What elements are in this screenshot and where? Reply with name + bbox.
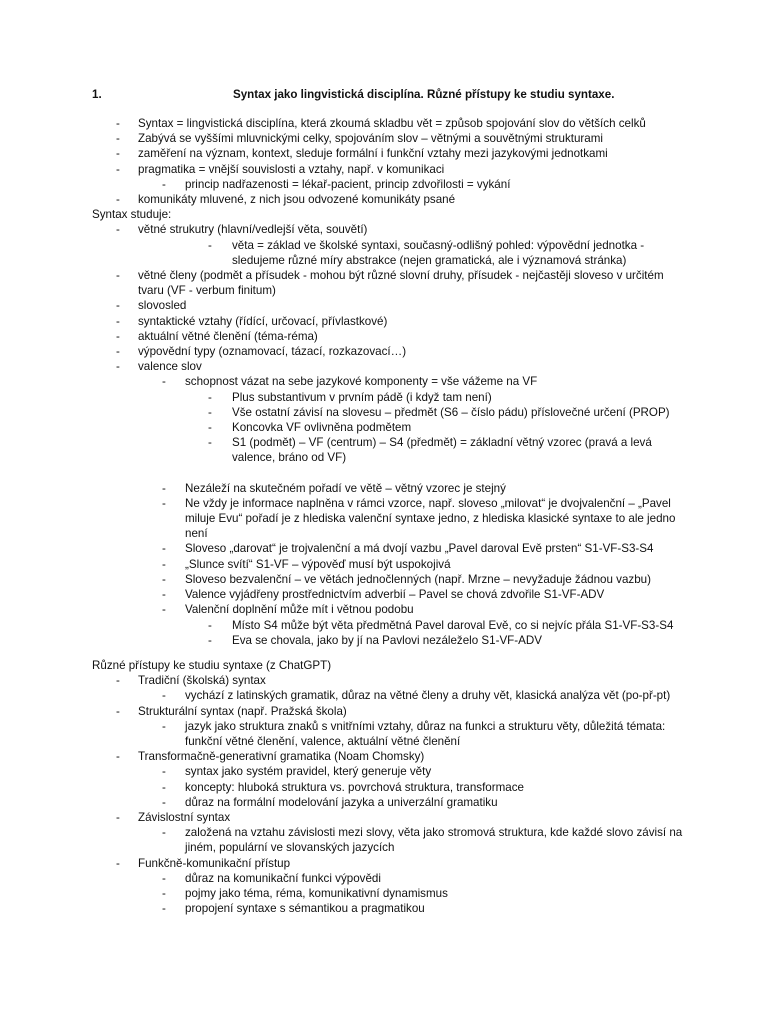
list-item — [92, 764, 692, 779]
list-item — [92, 314, 692, 329]
spacer — [92, 648, 692, 658]
list-item-text: založená na vztahu závislosti mezi slovy, věta jako stromová struktura, kde každé slovo závisí na jiném, populární ve slovanských jazycích — [185, 826, 683, 855]
list-item — [92, 719, 692, 749]
list-item-text: Závislostní syntax — [138, 810, 231, 824]
list-item — [92, 162, 692, 177]
dash-bullet: - — [208, 421, 212, 435]
list-item-text: pragmatika = vnější souvislosti a vztahy, např. v komunikaci — [138, 162, 445, 176]
dash-bullet: - — [208, 390, 212, 404]
list-item — [92, 704, 692, 719]
list-item-text: Vše ostatní závisí na slovesu – předmět (S6 – číslo pádu) příslovečné určení (PROP) — [232, 405, 670, 419]
list-item — [92, 871, 692, 886]
list-item — [92, 673, 692, 688]
list-item-text: jazyk jako struktura znaků s vnitřními vztahy, důraz na funkci a strukturu věty, důležitá témata: funkční větné členění, valence, aktuální větné členění — [185, 719, 666, 748]
list-item-text: valence slov — [138, 360, 202, 374]
list-item — [92, 481, 692, 496]
list-item-text: Koncovka VF ovlivněna podmětem — [232, 421, 412, 435]
list-item — [92, 688, 692, 703]
list-item-text: komunikáty mluvené, z nich jsou odvozené komunikáty psané — [138, 193, 456, 207]
list-item-text: Strukturální syntax (např. Pražská škola) — [138, 704, 347, 718]
list-item-text: vychází z latinských gramatik, důraz na větné členy a druhy vět, klasická analýza vět (po-př-pt) — [185, 689, 671, 703]
list-item-text: Plus substantivum v prvním pádě (i když tam není) — [232, 390, 492, 404]
list-item-text: zaměření na význam, kontext, sleduje formální i funkční vztahy mezi jazykovými jednotkami — [138, 147, 608, 161]
list-item-text: větné členy (podmět a přísudek - mohou být různé slovní druhy, přísudek - nejčastěji sloveso v určitém tvaru (VF - verbum finitum) — [138, 269, 664, 298]
list-item — [92, 298, 692, 313]
list-item — [92, 749, 692, 764]
list-item — [92, 420, 692, 435]
dash-bullet: - — [162, 557, 166, 571]
list-item-text: Ne vždy je informace naplněna v rámci vzorce, např. sloveso „milovat“ je dvojvalenční – „Pavel miluje Evu“ pořadí je z hlediska valenční syntaxe jedno, z hlediska klasické syntaxe to ale jedno není — [185, 496, 676, 541]
dash-bullet: - — [162, 375, 166, 389]
question-number: 1. — [92, 88, 102, 101]
section-label: Syntax studuje: — [92, 208, 172, 222]
list-item-text: slovosled — [138, 299, 187, 313]
list-item — [92, 618, 692, 633]
list-item — [92, 390, 692, 405]
dash-bullet: - — [208, 436, 212, 450]
list-item-text: aktuální větné členění (téma-réma) — [138, 329, 318, 343]
dash-bullet: - — [116, 132, 120, 146]
list-item — [92, 810, 692, 825]
list-item — [92, 344, 692, 359]
question-heading — [92, 87, 676, 103]
dash-bullet: - — [116, 299, 120, 313]
list-item-text: propojení syntaxe s sémantikou a pragmatikou — [185, 902, 425, 916]
question-title: Syntax jako lingvistická disciplína. Různé přístupy ke studiu syntaxe. — [233, 88, 615, 101]
list-item — [92, 825, 692, 855]
list-item-text: koncepty: hluboká struktura vs. povrchová struktura, transformace — [185, 780, 524, 794]
list-item-text: důraz na formální modelování jazyka a univerzální gramatiku — [185, 795, 498, 809]
document-body — [92, 116, 692, 916]
list-item-text: důraz na komunikační funkci výpovědi — [185, 871, 381, 885]
dash-bullet: - — [162, 689, 166, 703]
list-item — [92, 374, 692, 389]
list-item-text: syntax jako systém pravidel, který generuje věty — [185, 765, 432, 779]
list-item-text: věta = základ ve školské syntaxi, současný-odlišný pohled: výpovědní jednotka - sledujeme různé míry abstrakce (nejen gramatická, ale i významová stránka) — [232, 238, 645, 267]
list-item — [92, 359, 692, 374]
list-item — [92, 116, 692, 131]
dash-bullet: - — [116, 810, 120, 824]
list-item — [92, 146, 692, 161]
list-item — [92, 131, 692, 146]
dash-bullet: - — [162, 780, 166, 794]
dash-bullet: - — [162, 603, 166, 617]
dash-bullet: - — [116, 329, 120, 343]
list-item-text: Zabývá se vyššími mluvnickými celky, spojováním slov – větnými a souvětnými strukturami — [138, 132, 603, 146]
list-item — [92, 795, 692, 810]
list-item — [92, 587, 692, 602]
dash-bullet: - — [116, 360, 120, 374]
list-item-text: Sloveso „darovat“ je trojvalenční a má dvojí vazbu „Pavel daroval Evě prsten“ S1-VF-S3-S4 — [185, 542, 654, 556]
dash-bullet: - — [162, 871, 166, 885]
dash-bullet: - — [162, 588, 166, 602]
dash-bullet: - — [208, 633, 212, 647]
dash-bullet: - — [208, 618, 212, 632]
list-item-text: princip nadřazenosti = lékař-pacient, princip zdvořilosti = vykání — [185, 177, 511, 191]
dash-bullet: - — [162, 177, 166, 191]
list-item-text: větné strukutry (hlavní/vedlejší věta, souvětí) — [138, 223, 368, 237]
list-item — [92, 901, 692, 916]
list-item — [92, 192, 692, 207]
list-item — [92, 541, 692, 556]
dash-bullet: - — [116, 162, 120, 176]
list-item — [92, 329, 692, 344]
list-item — [92, 856, 692, 871]
list-item-text: Valence vyjádřeny prostřednictvím adverbií – Pavel se chová zdvořile S1-VF-ADV — [185, 588, 605, 602]
dash-bullet: - — [208, 405, 212, 419]
list-item-text: S1 (podmět) – VF (centrum) – S4 (předmět) = základní větný vzorec (pravá a levá valence, bráno od VF) — [232, 436, 652, 465]
dash-bullet: - — [116, 674, 120, 688]
list-item-text: Syntax = lingvistická disciplína, která zkoumá skladbu vět = způsob spojování slov do větších celků — [138, 117, 646, 130]
dash-bullet: - — [162, 572, 166, 586]
dash-bullet: - — [162, 542, 166, 556]
dash-bullet: - — [208, 238, 212, 252]
list-item — [92, 572, 692, 587]
list-item — [92, 435, 692, 465]
dash-bullet: - — [116, 147, 120, 161]
dash-bullet: - — [116, 750, 120, 764]
list-item-text: Valenční doplnění může mít i větnou podobu — [185, 603, 414, 617]
dash-bullet: - — [116, 314, 120, 328]
dash-bullet: - — [162, 765, 166, 779]
dash-bullet: - — [116, 345, 120, 359]
list-item — [92, 557, 692, 572]
list-item-text: Sloveso bezvalenční – ve větách jednočlenných (např. Mrzne – nevyžaduje žádnou vazbu) — [185, 572, 651, 586]
dash-bullet: - — [162, 795, 166, 809]
list-item — [92, 602, 692, 617]
list-item-text: Tradiční (školská) syntax — [138, 674, 266, 688]
list-item-text: Nezáleží na skutečném pořadí ve větě – větný vzorec je stejný — [185, 481, 506, 495]
spacer — [92, 466, 692, 481]
list-item — [92, 222, 692, 237]
list-item — [92, 177, 692, 192]
dash-bullet: - — [116, 704, 120, 718]
dash-bullet: - — [162, 902, 166, 916]
dash-bullet: - — [162, 826, 166, 840]
list-item — [92, 238, 692, 268]
section-label: Různé přístupy ke studiu syntaxe (z ChatGPT) — [92, 658, 332, 672]
list-item — [92, 268, 692, 298]
list-item — [92, 886, 692, 901]
dash-bullet: - — [116, 223, 120, 237]
dash-bullet: - — [162, 886, 166, 900]
dash-bullet: - — [116, 117, 120, 130]
list-item-text: Eva se chovala, jako by jí na Pavlovi nezáleželo S1-VF-ADV — [232, 633, 542, 647]
dash-bullet: - — [116, 856, 120, 870]
list-item-text: pojmy jako téma, réma, komunikativní dynamismus — [185, 886, 448, 900]
list-item-text: schopnost vázat na sebe jazykové komponenty = vše vážeme na VF — [185, 375, 538, 389]
list-item — [92, 405, 692, 420]
dash-bullet: - — [162, 496, 166, 510]
list-item-text: Funkčně-komunikační přístup — [138, 856, 291, 870]
list-item-text: výpovědní typy (oznamovací, tázací, rozkazovací…) — [138, 345, 407, 359]
dash-bullet: - — [116, 193, 120, 207]
list-item-text: Místo S4 může být věta předmětná Pavel daroval Evě, co si nejvíc přála S1-VF-S3-S4 — [232, 618, 674, 632]
list-item — [92, 496, 692, 542]
list-item — [92, 633, 692, 648]
dash-bullet: - — [162, 481, 166, 495]
dash-bullet: - — [162, 719, 166, 733]
dash-bullet: - — [116, 269, 120, 283]
list-item-text: syntaktické vztahy (řídící, určovací, přívlastkové) — [138, 314, 388, 328]
list-item-text: „Slunce svítí“ S1-VF – výpověď musí být uspokojivá — [185, 557, 451, 571]
list-item — [92, 780, 692, 795]
list-item-text: Transformačně-generativní gramatika (Noam Chomsky) — [138, 750, 425, 764]
